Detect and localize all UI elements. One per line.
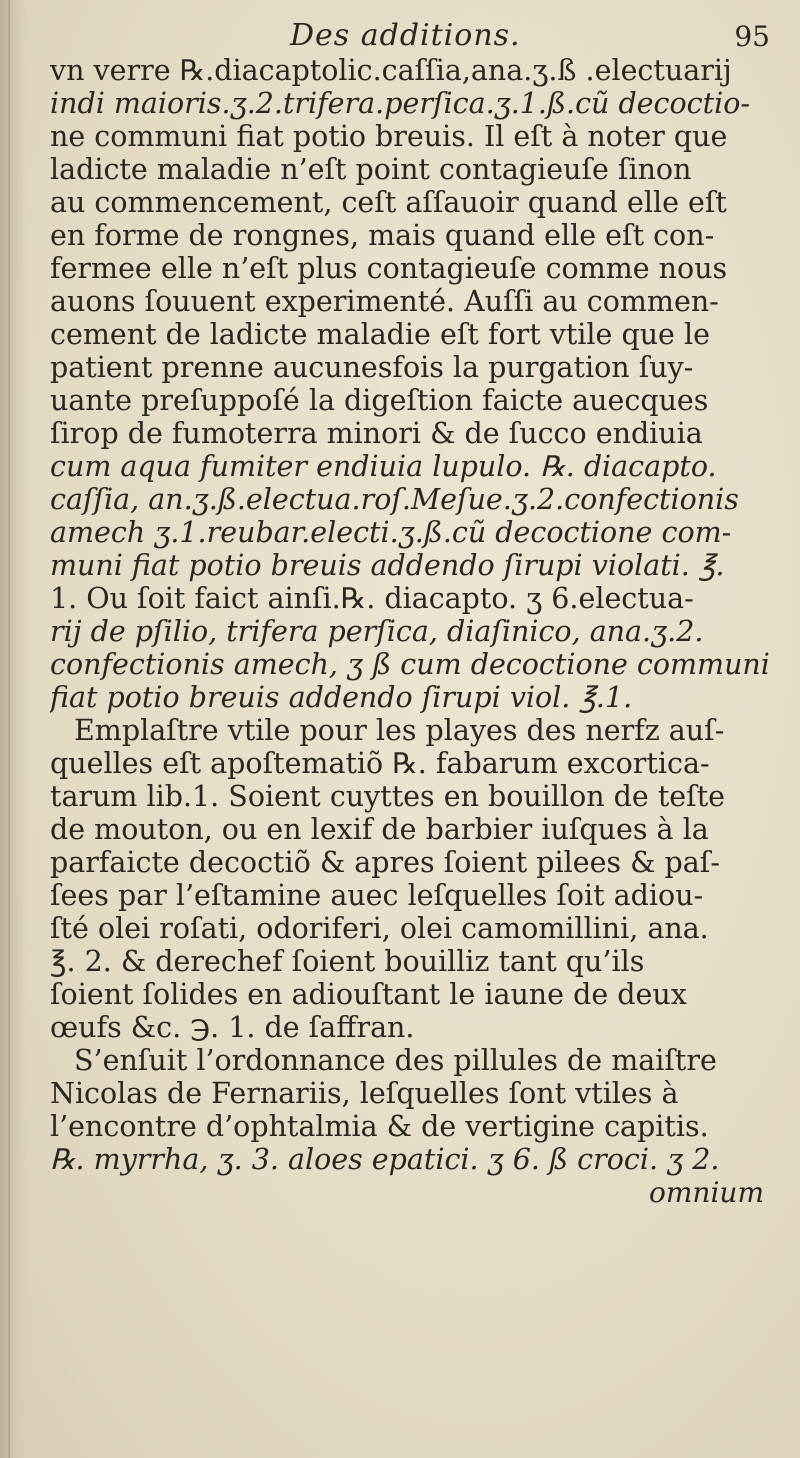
text-line: caſſia, an.ʒ.ß.electua.roſ.Meſue.ʒ.2.confectionis [50,483,739,516]
body-text [50,54,770,1176]
text-line: ſté olei roſati, odoriferi, olei camomillini, ana. [50,912,709,945]
running-title: Des additions. [290,18,521,53]
text-line: ſees par l’eſtamine auec leſquelles ſoit adiou- [50,879,704,912]
text-line: fermee elle n’eſt plus contagieuſe comme nous [50,252,728,285]
text-line: confectionis amech, ʒ ß cum decoctione communi [50,648,770,681]
text-line: fiat potio breuis addendo ſirupi viol. ℥.1. [50,681,633,714]
text-line: vn verre ℞.diacaptolic.caſſia,ana.ʒ.ß .electuarij [50,54,732,87]
book-page [50,12,770,1209]
text-line: de mouton, ou en lexif de barbier iuſques à la [50,813,709,846]
text-line: 1. Ou ſoit faict ainſi.℞. diacapto. ʒ 6.electua- [50,582,694,615]
text-line: indi maioris.ʒ.2.trifera.perſica.ʒ.1.ß.cũ decoctio- [50,87,750,120]
text-line: amech ʒ.1.reubar.electi.ʒ.ß.cũ decoctione com- [50,516,732,549]
text-line: tarum lib.1. Soient cuyttes en bouillon de teſte [50,780,726,813]
text-line: S’enſuit l’ordonnance des pillules de maiſtre [74,1044,717,1077]
text-line: œufs &c. ℈. 1. de ſaffran. [50,1011,415,1044]
text-line: ℥. 2. & derechef ſoient bouilliz tant qu’ils [50,945,645,978]
text-line: quelles eſt apoſtematiõ ℞. fabarum excortica- [50,747,710,780]
book-gutter-edge [8,0,10,1458]
text-line: au commencement, ceſt aſſauoir quand elle eſt [50,186,727,219]
text-line: cum aqua fumiter endiuia lupulo. ℞. diacapto. [50,450,717,483]
text-line: l’encontre d’ophtalmia & de vertigine capitis. [50,1110,709,1143]
page-number: 95 [734,20,770,53]
text-line: parfaicte decoctiõ & apres ſoient pilees & paſ- [50,846,720,879]
text-line: patient prenne aucunesfois la purgation ſuy- [50,351,694,384]
text-line: Emplaſtre vtile pour les playes des nerfz auſ- [74,714,725,747]
catchword: omnium [649,1176,764,1209]
text-line: uante preſuppoſé la digeſtion faicte auecques [50,384,709,417]
running-head [50,12,770,52]
text-line: cement de ladicte maladie eſt fort vtile que le [50,318,710,351]
text-line: ſirop de fumoterra minori & de ſucco endiuia [50,417,703,450]
text-line: Nicolas de Fernariis, leſquelles ſont vtiles à [50,1077,679,1110]
text-line: muni fiat potio breuis addendo ſirupi violati. ℥. [50,549,725,582]
text-line: ſoient ſolides en adiouſtant le iaune de deux [50,978,687,1011]
text-line: ladicte maladie n’eſt point contagieuſe ſinon [50,153,692,186]
text-line: rij de pſilio, trifera perſica, diaſinico, ana.ʒ.2. [50,615,704,648]
text-line: en forme de rongnes, mais quand elle eſt con- [50,219,715,252]
text-line: ne communi fiat potio breuis. Il eſt à noter que [50,120,728,153]
text-line: ℞. myrrha, ʒ. 3. aloes epatici. ʒ 6. ß croci. ʒ 2. [50,1143,720,1176]
book-gutter-shadow [0,0,28,1458]
text-line: auons ſouuent experimenté. Auſſi au commen- [50,285,719,318]
